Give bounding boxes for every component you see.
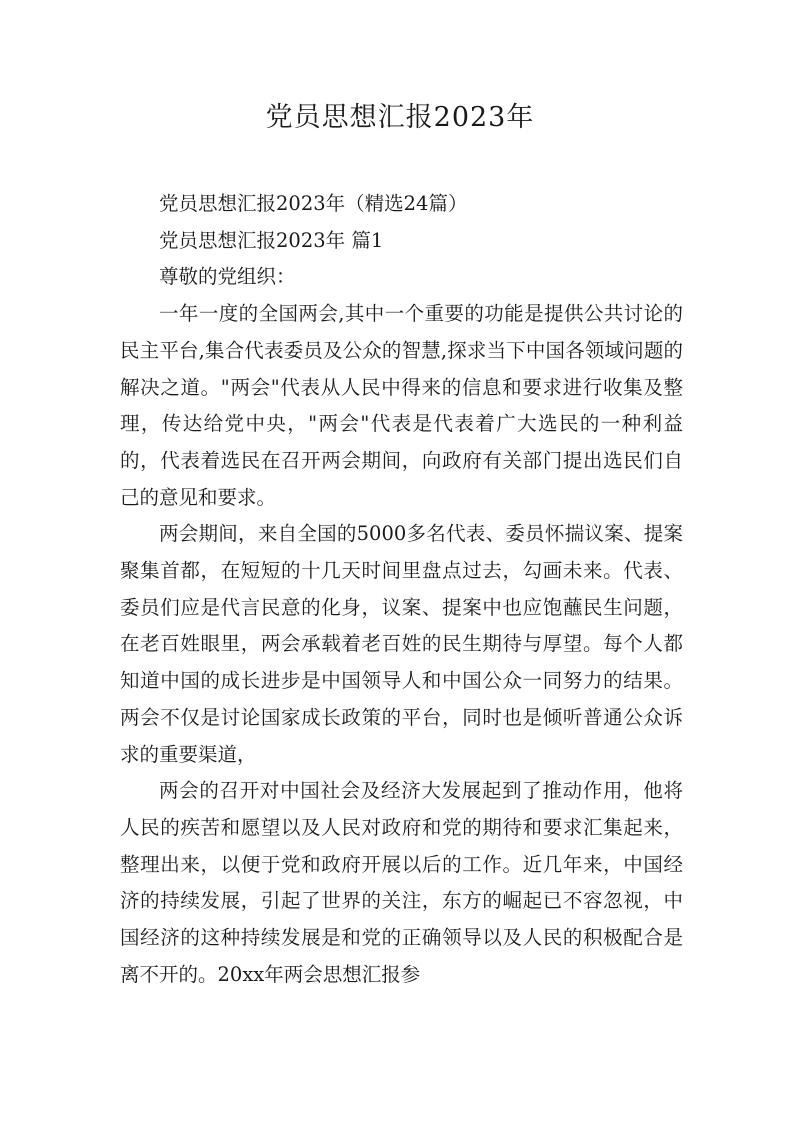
subtitle-line: 党员思想汇报2023年（精选24篇） bbox=[159, 192, 468, 215]
body-paragraph: 两会期间，来自全国的5000多名代表、委员怀揣议案、提案聚集首都，在短短的十几天时间里盘点过去，勾画未来。代表、委员们应是代言民意的化身，议案、提案中也应饱蘸民生问题，在老百姓眼里，两会承载着老百姓的民生期待与厚望。每个人都知道中国的成长进步是中国领导人和中国公众一同努力的结果。两会不仅是讨论国家成长政策的平台，同时也是倾听普通公众诉求的重要渠道， bbox=[120, 522, 683, 766]
body-paragraph: 一年一度的全国两会,其中一个重要的功能是提供公共讨论的民主平台,集合代表委员及公众的智慧,探求当下中国各领域问题的解决之道。"两会"代表从人民中得来的信息和要求进行收集及整理，传达给党中央，"两会"代表是代表着广大选民的一种利益的，代表着选民在召开两会期间，向政府有关部门提出选民们自己的意见和要求。 bbox=[120, 302, 683, 509]
salutation: 尊敬的党组织： bbox=[159, 265, 296, 289]
document-title: 党员思想汇报2023年 bbox=[265, 102, 535, 133]
section-heading: 党员思想汇报2023年 篇1 bbox=[159, 228, 384, 252]
document-body bbox=[120, 186, 683, 993]
body-paragraph: 两会的召开对中国社会及经济大发展起到了推动作用，他将人民的疾苦和愿望以及人民对政府和党的期待和要求汇集起来，整理出来，以便于党和政府开展以后的工作。近几年来，中国经济的持续发展，引起了世界的关注，东方的崛起已不容忽视，中国经济的这种持续发展是和党的正确领导以及人民的积极配合是离不开的。20xx年两会思想汇报参 bbox=[120, 779, 683, 986]
